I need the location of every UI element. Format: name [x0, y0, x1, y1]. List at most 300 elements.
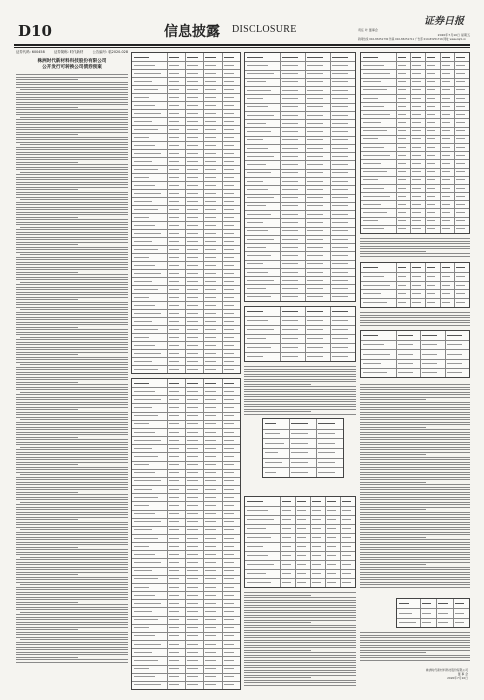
- table-cell: [332, 197, 347, 198]
- table-cell: [247, 123, 266, 124]
- table-cell: [134, 529, 152, 530]
- table-cell: [422, 344, 437, 345]
- header-rule: [14, 44, 470, 46]
- table-cell: [224, 611, 235, 612]
- text-line: [244, 389, 356, 390]
- table-cell: [307, 164, 322, 165]
- table-column-line: [167, 379, 168, 689]
- text-line: [20, 502, 128, 503]
- table-cell: [169, 415, 180, 416]
- table-row-line: [361, 184, 469, 185]
- text-line: [16, 244, 78, 245]
- table-cell: [134, 448, 152, 449]
- table-cell: [224, 652, 235, 653]
- section-title: 信息披露: [164, 24, 220, 40]
- table-cell: [134, 57, 149, 58]
- table-cell: [205, 644, 216, 645]
- table-cell: [427, 73, 435, 74]
- table-cell: [247, 230, 268, 231]
- table-cell: [134, 464, 149, 465]
- table-cell: [363, 363, 381, 364]
- table-cell: [134, 562, 161, 563]
- table-cell: [224, 440, 235, 441]
- text-line: [16, 477, 128, 478]
- table-cell: [224, 321, 235, 322]
- text-line: [20, 364, 128, 365]
- table-cell: [169, 587, 180, 588]
- table-row-line: [245, 169, 355, 170]
- text-line: [360, 640, 470, 641]
- table-cell: [134, 153, 161, 154]
- table-cell: [205, 660, 216, 661]
- text-line: [244, 401, 356, 402]
- table-row-line: [263, 429, 343, 430]
- text-line: [360, 549, 470, 550]
- text-line: [360, 452, 470, 453]
- text-line: [360, 537, 426, 538]
- text-line: [244, 391, 356, 392]
- table-row-line: [245, 515, 355, 516]
- table-cell: [282, 115, 297, 116]
- text-line: [244, 620, 356, 621]
- text-line: [16, 629, 78, 630]
- table-cell: [187, 513, 198, 514]
- text-line: [16, 174, 128, 175]
- text-line: [16, 449, 128, 450]
- text-line: [360, 655, 470, 656]
- text-line: [16, 177, 128, 178]
- table-column-line: [280, 497, 281, 587]
- text-line: [16, 157, 128, 158]
- table-cell: [169, 603, 180, 604]
- text-line: [16, 119, 128, 120]
- table-cell: [187, 505, 198, 506]
- text-line: [360, 454, 426, 455]
- text-line: [16, 414, 128, 415]
- table-cell: [134, 652, 152, 653]
- table-cell: [134, 89, 158, 90]
- table-cell: [187, 353, 198, 354]
- table-cell: [412, 171, 420, 172]
- text-line: [360, 387, 470, 388]
- text-line: [16, 417, 128, 418]
- text-line: [16, 644, 128, 645]
- text-line: [16, 322, 128, 323]
- text-line: [244, 625, 356, 626]
- table-column-line: [396, 263, 397, 307]
- table-cell: [456, 73, 464, 74]
- table-cell: [169, 81, 180, 82]
- table-cell: [427, 57, 435, 58]
- text-line: [360, 567, 470, 568]
- table-cell: [247, 98, 263, 99]
- table-column-line: [340, 497, 341, 587]
- table-cell: [427, 65, 435, 66]
- financial-table-3: [244, 52, 356, 302]
- table-row-line: [245, 70, 355, 71]
- table-cell: [224, 660, 235, 661]
- table-cell: [187, 489, 198, 490]
- table-cell: [456, 228, 464, 229]
- text-line: [16, 259, 128, 260]
- text-line: [20, 337, 128, 338]
- text-line: [16, 167, 128, 168]
- table-row-line: [132, 591, 240, 592]
- table-cell: [224, 289, 235, 290]
- text-line: [16, 424, 128, 425]
- table-cell: [282, 205, 297, 206]
- text-line: [360, 647, 470, 648]
- table-cell: [205, 546, 216, 547]
- table-cell: [398, 138, 406, 139]
- text-line: [360, 564, 426, 565]
- table-cell: [224, 209, 235, 210]
- table-cell: [282, 296, 297, 297]
- table-cell: [332, 106, 347, 107]
- table-row-line: [132, 567, 240, 568]
- table-cell: [224, 81, 235, 82]
- table-cell: [205, 369, 216, 370]
- table-cell: [312, 537, 320, 538]
- table-cell: [224, 562, 235, 563]
- table-row-line: [245, 235, 355, 236]
- table-cell: [363, 354, 390, 355]
- table-cell: [224, 480, 235, 481]
- table-row-line: [397, 618, 469, 619]
- text-line: [16, 242, 128, 243]
- text-line: [16, 524, 128, 525]
- table-cell: [456, 212, 464, 213]
- table-cell: [134, 201, 152, 202]
- table-cell: [169, 161, 180, 162]
- table-row-line: [245, 227, 355, 228]
- table-cell: [205, 313, 216, 314]
- table-cell: [224, 257, 235, 258]
- text-line: [360, 472, 470, 473]
- table-cell: [187, 321, 198, 322]
- table-cell: [169, 265, 180, 266]
- table-cell: [363, 138, 378, 139]
- text-line: [244, 682, 356, 683]
- table-cell: [169, 217, 180, 218]
- table-cell: [134, 137, 149, 138]
- column4-text-d: [360, 632, 470, 662]
- table-cell: [205, 281, 216, 282]
- table-column-line: [203, 53, 204, 373]
- table-cell: [169, 209, 180, 210]
- text-line: [360, 412, 470, 413]
- table-cell: [456, 285, 464, 286]
- table-cell: [342, 573, 350, 574]
- text-line: [244, 632, 356, 633]
- text-line: [16, 304, 128, 305]
- table-cell: [169, 345, 180, 346]
- table-cell: [205, 570, 216, 571]
- text-line: [16, 234, 128, 235]
- table-cell: [342, 537, 350, 538]
- text-line: [360, 497, 470, 498]
- table-cell: [307, 239, 322, 240]
- text-line: [360, 312, 470, 313]
- text-line: [244, 406, 356, 407]
- table-cell: [205, 257, 216, 258]
- table-row-line: [245, 243, 355, 244]
- financial-table-1: [131, 52, 241, 374]
- table-cell: [134, 361, 152, 362]
- table-cell: [247, 172, 271, 173]
- table-cell: [422, 335, 437, 336]
- text-line: [244, 655, 356, 656]
- table-row-line: [132, 117, 240, 118]
- text-line: [360, 527, 470, 528]
- table-cell: [363, 65, 384, 66]
- table-cell: [282, 510, 290, 511]
- table-cell: [224, 265, 235, 266]
- text-line: [16, 634, 128, 635]
- table-cell: [398, 81, 406, 82]
- text-line: [16, 409, 78, 410]
- table-cell: [169, 153, 180, 154]
- table-cell: [398, 212, 406, 213]
- text-line: [16, 154, 128, 155]
- text-line: [20, 89, 128, 90]
- table-row-line: [245, 210, 355, 211]
- table-cell: [169, 505, 180, 506]
- text-line: [16, 402, 128, 403]
- text-line: [16, 344, 128, 345]
- text-line: [360, 489, 470, 490]
- table-row-line: [361, 272, 469, 273]
- announcement-column: [16, 50, 128, 664]
- table-cell: [427, 106, 435, 107]
- table-cell: [398, 293, 406, 294]
- text-line: [20, 227, 128, 228]
- table-cell: [169, 383, 180, 384]
- table-cell: [247, 57, 263, 58]
- text-line: [244, 677, 311, 678]
- text-line: [16, 284, 128, 285]
- text-line: [20, 639, 128, 640]
- table-cell: [187, 538, 198, 539]
- table-cell: [318, 423, 335, 424]
- table-cell: [169, 121, 180, 122]
- table-cell: [205, 497, 216, 498]
- table-row-line: [132, 510, 240, 511]
- text-line: [360, 429, 470, 430]
- table-cell: [332, 172, 347, 173]
- text-line: [244, 642, 356, 643]
- table-cell: [224, 121, 235, 122]
- table-cell: [442, 228, 450, 229]
- table-cell: [205, 65, 216, 66]
- table-cell: [169, 635, 180, 636]
- table-cell: [327, 582, 335, 583]
- table-cell: [134, 121, 152, 122]
- table-cell: [187, 217, 198, 218]
- table-cell: [205, 89, 216, 90]
- text-line: [16, 329, 128, 330]
- table-cell: [224, 505, 235, 506]
- table-cell: [134, 193, 161, 194]
- table-row-line: [361, 298, 469, 299]
- newspaper-logo: 证券日报: [424, 16, 464, 27]
- table-cell: [282, 338, 297, 339]
- table-cell: [307, 106, 322, 107]
- table-cell: [187, 233, 198, 234]
- table-column-line: [440, 53, 441, 233]
- table-cell: [247, 181, 263, 182]
- text-line: [360, 317, 470, 318]
- text-line: [16, 287, 128, 288]
- table-cell: [134, 391, 155, 392]
- table-row-line: [361, 86, 469, 87]
- table-row-line: [263, 448, 343, 449]
- table-cell: [134, 660, 158, 661]
- table-cell: [205, 513, 216, 514]
- financial-table-9: [360, 330, 470, 378]
- table-cell: [282, 81, 297, 82]
- table-cell: [205, 81, 216, 82]
- text-line: [16, 357, 128, 358]
- text-line: [360, 462, 470, 463]
- table-column-line: [454, 263, 455, 307]
- table-cell: [342, 519, 350, 520]
- table-cell: [187, 587, 198, 588]
- table-row-line: [132, 640, 240, 641]
- text-line: [16, 614, 128, 615]
- text-line: [16, 92, 128, 93]
- table-cell: [332, 255, 347, 256]
- table-row-line: [132, 648, 240, 649]
- table-cell: [282, 98, 297, 99]
- table-cell: [363, 114, 390, 115]
- text-line: [20, 612, 128, 613]
- text-line: [16, 589, 128, 590]
- text-line: [16, 454, 128, 455]
- table-cell: [412, 220, 420, 221]
- text-line: [16, 462, 128, 463]
- text-line: [16, 334, 128, 335]
- table-cell: [187, 361, 198, 362]
- table-cell: [187, 73, 198, 74]
- table-row-line: [245, 218, 355, 219]
- text-line: [16, 82, 128, 83]
- table-row-line: [132, 341, 240, 342]
- table-cell: [363, 212, 387, 213]
- table-cell: [224, 554, 235, 555]
- table-cell: [169, 513, 180, 514]
- table-cell: [169, 177, 180, 178]
- table-cell: [427, 155, 435, 156]
- table-cell: [412, 73, 420, 74]
- table-cell: [342, 501, 350, 502]
- table-cell: [398, 285, 406, 286]
- table-cell: [412, 130, 420, 131]
- text-line: [16, 307, 128, 308]
- table-cell: [169, 305, 180, 306]
- table-column-line: [316, 419, 317, 477]
- table-cell: [205, 423, 216, 424]
- text-line: [16, 619, 128, 620]
- table-cell: [134, 217, 149, 218]
- text-line: [16, 162, 78, 163]
- table-row-line: [361, 200, 469, 201]
- table-row-line: [245, 185, 355, 186]
- table-row-line: [263, 467, 343, 468]
- table-cell: [291, 433, 308, 434]
- table-cell: [134, 595, 155, 596]
- text-line: [16, 562, 128, 563]
- table-cell: [307, 57, 322, 58]
- table-cell: [134, 603, 161, 604]
- table-cell: [247, 222, 263, 223]
- table-row-line: [361, 225, 469, 226]
- text-line: [16, 342, 128, 343]
- table-cell: [187, 161, 198, 162]
- table-cell: [187, 345, 198, 346]
- table-cell: [427, 179, 435, 180]
- text-line: [244, 404, 356, 405]
- text-line: [360, 241, 470, 242]
- table-cell: [332, 356, 347, 357]
- table-row-line: [132, 157, 240, 158]
- table-column-line: [454, 53, 455, 233]
- text-line: [360, 519, 470, 520]
- table-column-line: [325, 497, 326, 587]
- table-row-line: [132, 141, 240, 142]
- table-cell: [224, 570, 235, 571]
- table-row-line: [361, 168, 469, 169]
- text-line: [16, 407, 128, 408]
- financial-table-8: [360, 262, 470, 308]
- text-line: [16, 134, 78, 135]
- text-line: [360, 392, 470, 393]
- table-cell: [327, 564, 335, 565]
- table-cell: [205, 440, 216, 441]
- table-cell: [205, 415, 216, 416]
- table-cell: [205, 603, 216, 604]
- table-cell: [205, 217, 216, 218]
- table-cell: [134, 440, 161, 441]
- table-cell: [307, 172, 322, 173]
- table-cell: [134, 177, 149, 178]
- text-line: [16, 532, 128, 533]
- table-cell: [427, 220, 435, 221]
- table-cell: [205, 432, 216, 433]
- table-cell: [247, 320, 268, 321]
- table-cell: [312, 564, 320, 565]
- text-line: [16, 209, 128, 210]
- table-cell: [427, 171, 435, 172]
- table-cell: [187, 297, 198, 298]
- table-cell: [312, 519, 320, 520]
- table-cell: [282, 582, 290, 583]
- table-cell: [224, 105, 235, 106]
- text-line: [16, 537, 128, 538]
- table-row-line: [245, 524, 355, 525]
- table-cell: [224, 169, 235, 170]
- table-row-line: [132, 149, 240, 150]
- table-cell: [363, 220, 378, 221]
- table-row-line: [245, 103, 355, 104]
- text-line: [244, 645, 356, 646]
- table-cell: [307, 255, 322, 256]
- table-row-line: [361, 127, 469, 128]
- table-cell: [282, 288, 297, 289]
- text-line: [20, 584, 128, 585]
- table-cell: [332, 296, 347, 297]
- text-line: [16, 192, 128, 193]
